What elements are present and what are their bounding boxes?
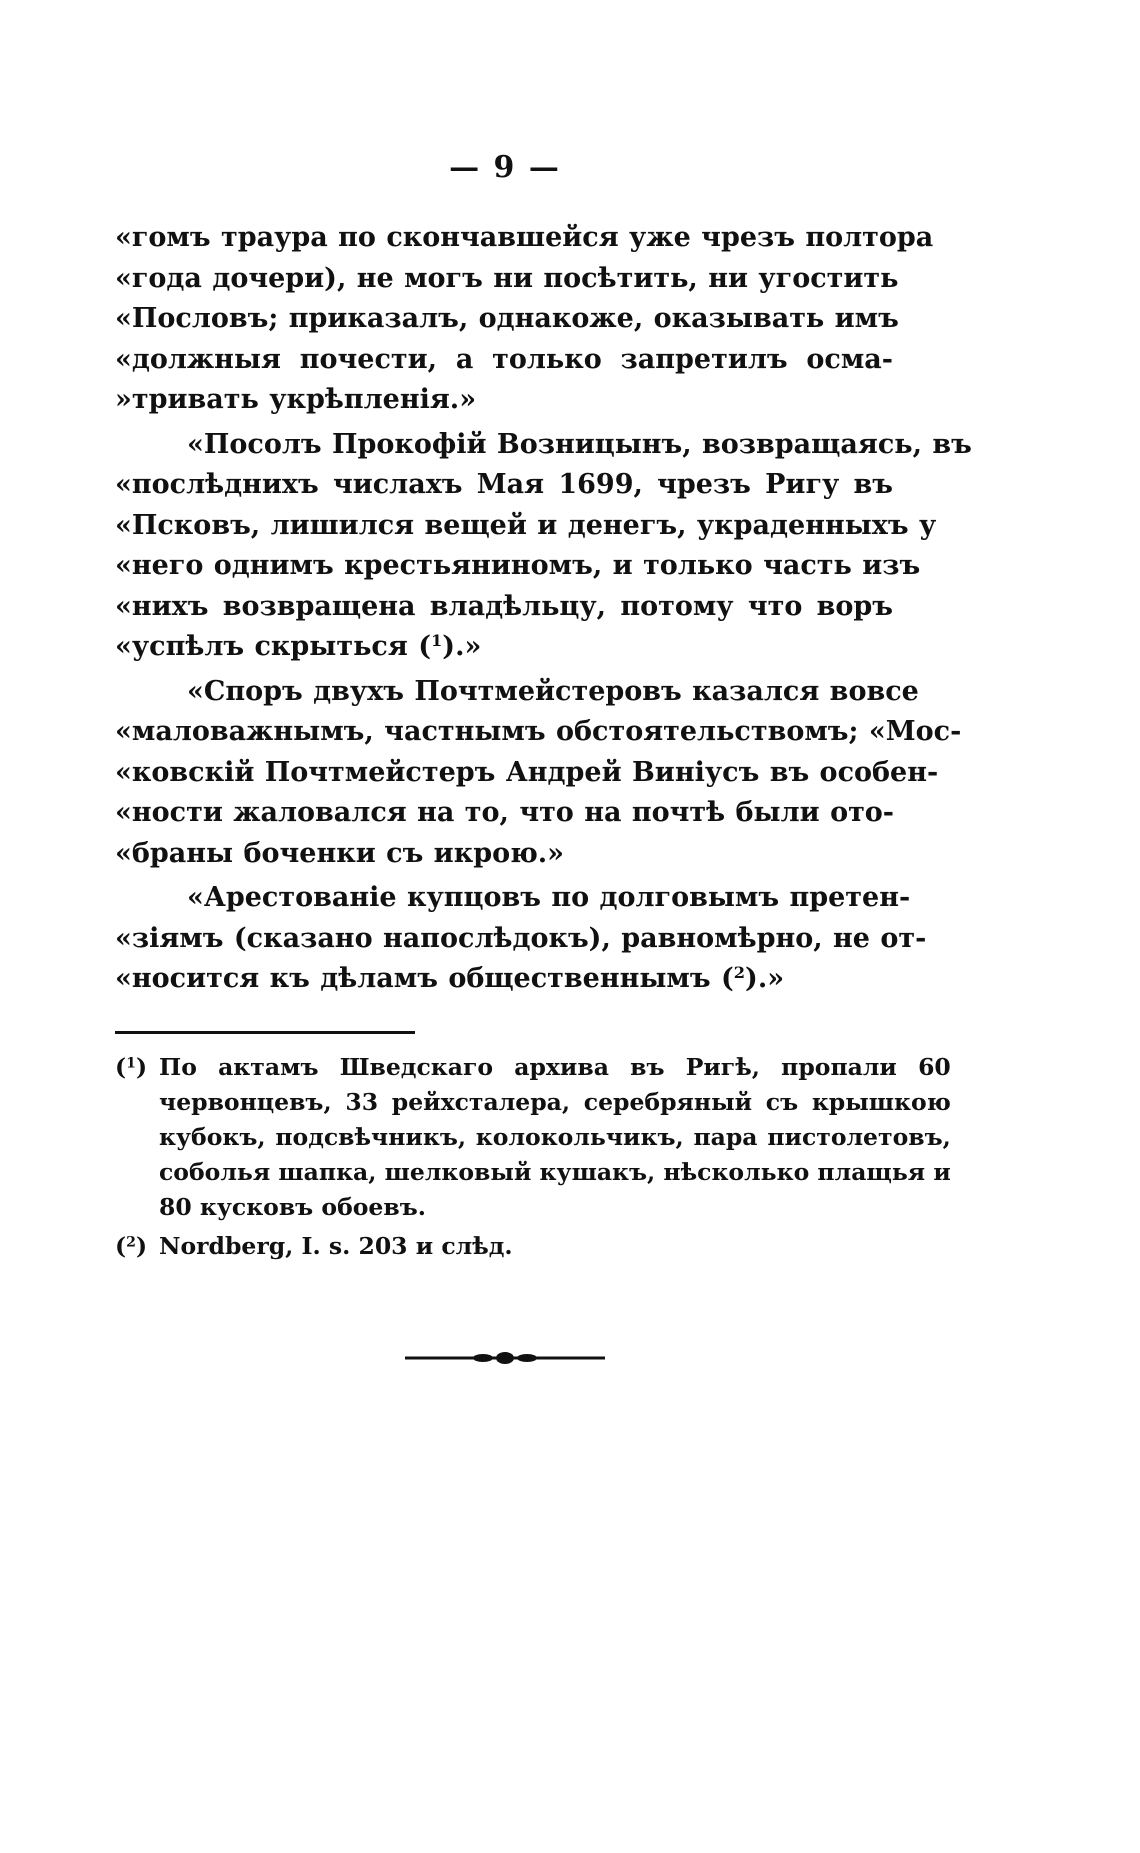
text-line-with-footnote: «носится къ дѣламъ общественнымъ ($^2$).» <box>115 963 785 994</box>
text-line: «гомъ траура по скончавшейся уже чрезъ полтора <box>115 222 934 253</box>
text-line: «должныя почести, а только запретилъ осма- <box>115 343 893 375</box>
footnote-ref-1: 1 <box>431 631 443 651</box>
footnote-line: Nordberg, I. s. 203 и слѣд. <box>159 1232 513 1260</box>
text-fragment: .» <box>455 631 482 662</box>
text-line: «Псковъ, лишился вещей и денегъ, украденныхъ у <box>115 509 937 541</box>
footnotes <box>115 1050 951 1268</box>
text-line: «Посолъ Прокофій Возницынъ, возвращаясь, въ <box>187 428 972 460</box>
text-line: «браны боченки съ икрою.» <box>115 837 565 869</box>
text-line: «зіямъ (сказано напослѣдокъ), равномѣрно, не от- <box>115 922 927 954</box>
footnote-1 <box>115 1050 951 1225</box>
text-line: «Пословъ; приказалъ, однакоже, оказывать имъ <box>115 303 899 334</box>
text-line: «Споръ двухъ Почтмейстеровъ казался вовсе <box>187 675 919 707</box>
footnote-body <box>159 1050 951 1225</box>
footnote-mark-number: 2 <box>126 1234 136 1251</box>
paragraph-4 <box>115 878 927 1000</box>
footnote-body <box>159 1229 893 1264</box>
footnote-mark: ($^1$) <box>115 1053 148 1081</box>
text-fragment: «успѣлъ скрыться <box>115 631 408 662</box>
text-line: «года дочери), не могъ ни посѣтить, ни угостить <box>115 262 899 294</box>
text-fragment: «носится къ дѣламъ общественнымъ <box>115 963 711 994</box>
text-fragment: .» <box>757 963 785 994</box>
page-number: — 9 — <box>449 150 561 185</box>
text-line: »тривать укрѣпленія.» <box>115 384 477 415</box>
footnote-line: По актамъ Шведскаго архива въ Ригѣ, пропали 60 <box>159 1053 951 1081</box>
body-text <box>115 218 972 1004</box>
paragraph-2 <box>115 425 972 668</box>
footnote-line: соболья шапка, шелковый кушакъ, нѣсколько плащья и <box>159 1158 951 1186</box>
footnote-mark-number: 1 <box>126 1055 136 1072</box>
footnote-line: 80 кусковъ обоевъ. <box>159 1193 426 1221</box>
footnote-separator <box>115 1031 415 1034</box>
text-line: «послѣднихъ числахъ Мая 1699, чрезъ Ригу въ <box>115 469 893 500</box>
footnote-line: червонцевъ, 33 рейхсталера, серебряный съ крышкою <box>159 1088 951 1116</box>
paragraph-3 <box>115 672 962 875</box>
text-line: «Арестованіе купцовъ по долговымъ претен- <box>187 882 911 913</box>
text-line: «него однимъ крестьяниномъ, и только часть изъ <box>115 550 921 581</box>
ornament-divider-icon <box>405 1348 605 1368</box>
footnote-ref-2: 2 <box>733 963 746 983</box>
text-line: «ковскій Почтмейстеръ Андрей Виніусъ въ особен- <box>115 756 939 788</box>
text-line: «маловажнымъ, частнымъ обстоятельствомъ; «Мос- <box>115 716 962 747</box>
footnote-mark: ($^2$) <box>115 1232 148 1260</box>
text-line-with-footnote: «успѣлъ скрыться ($^1$).» <box>115 631 482 662</box>
footnote-2 <box>115 1229 893 1264</box>
text-line: «нихъ возвращена владѣльцу, потому что воръ <box>115 590 893 622</box>
text-line: «ности жаловался на то, что на почтѣ были ото- <box>115 797 895 828</box>
paragraph-1 <box>115 218 934 421</box>
footnote-line: кубокъ, подсвѣчникъ, колокольчикъ, пара пистолетовъ, <box>159 1123 951 1151</box>
